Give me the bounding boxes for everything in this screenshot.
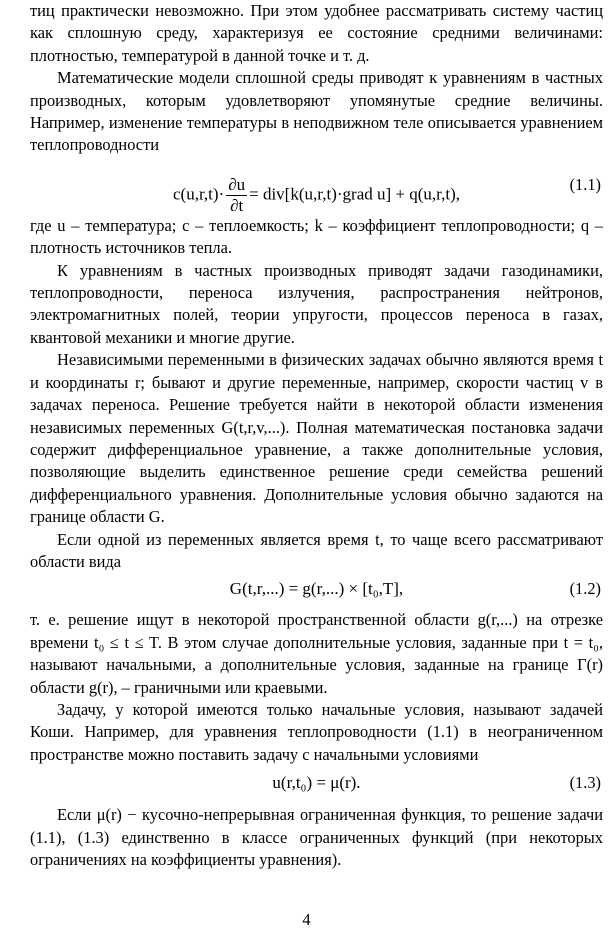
paragraph-1: тиц практически невозможно. При этом удобнее рассматривать систему частиц как сплошную среду, характеризуя ее состояние средними величинами: плотностью, температурой в данной точке и т. д. <box>30 1 603 65</box>
partial-derivative-fraction <box>226 175 247 216</box>
equation-1-1 <box>30 157 603 215</box>
paragraph-5: Независимыми переменными в физических задачах обычно являются время t и координаты r; бывают и другие переменные, например, скорости частиц v в задачах переноса. Решение требуется найти в некоторой области изменения независимых переменных G(t,r,v,...). Полная математическая постановка задачи содержит дифференциальное уравнение, а также дополнительные условия, позволяющие выделить единственное решение среди семейства решений дифференциального уравнения. Дополнительные условия обычно задаются на границе области G. <box>30 350 603 527</box>
equation-1-1-number: (1.1) <box>569 174 601 194</box>
equation-1-3-body: u(r,t₀) = μ(r). <box>272 773 361 793</box>
equation-1-3 <box>30 766 603 804</box>
paragraph-2: Математические модели сплошной среды приводят к уравнениям в частных производных, которым удовлетворяют упомянутые средние величины. Например, изменение температуры в неподвижном теле описывается уравнением теплопроводности <box>30 68 603 155</box>
equation-1-1-body <box>30 175 603 216</box>
equation-1-2 <box>30 573 603 609</box>
equation-1-1-rhs: = div[k(u,r,t)·grad u] + q(u,r,t), <box>249 184 461 204</box>
paragraph-9: Если μ(r) − кусочно-непрерывная ограниченная функция, то решение задачи (1.1), (1.3) единственно в классе ограниченных функций (при некоторых ограничениях на коэффициенты уравнения). <box>30 805 603 869</box>
paragraph-6: Если одной из переменных является время t, то чаще всего рассматривают области вида <box>30 529 603 571</box>
equation-1-1-lhs: c(u,r,t)· <box>172 184 225 204</box>
page-body <box>30 0 603 871</box>
equation-1-3-number: (1.3) <box>569 773 601 793</box>
paragraph-3: где u – температура; c – теплоемкость; k – коэффициент теплопроводности; q – плотность источников тепла. <box>30 215 603 258</box>
equation-1-2-number: (1.2) <box>569 579 601 599</box>
paragraph-7: т. е. решение ищут в некоторой пространственной области g(r,...) на отрезке времени t₀ ≤ t ≤ T. В этом случае дополнительные условия, заданные при t = t₀, называют начальными, а дополнительные условия, заданные на границе Γ(r) области g(r), – граничными или краевыми. <box>30 610 603 697</box>
equation-1-2-body: G(t,r,...) = g(r,...) × [t₀,T], <box>229 579 404 599</box>
paragraph-8: Задачу, у которой имеются только начальные условия, называют задачей Коши. Например, для уравнения теплопроводности (1.1) в неограниченном пространстве можно поставить задачу с начальными условиями <box>30 699 603 764</box>
fraction-numerator: ∂u <box>228 174 246 194</box>
page-number: 4 <box>302 910 311 929</box>
paragraph-4: К уравнениям в частных производных приводят задачи газодинамики, теплопроводности, переноса излучения, распространения нейтронов, электромагнитных полей, теории упругости, процессов переноса в газах, квантовой механики и многие другие. <box>30 260 603 347</box>
fraction-denominator: ∂t <box>230 195 244 215</box>
